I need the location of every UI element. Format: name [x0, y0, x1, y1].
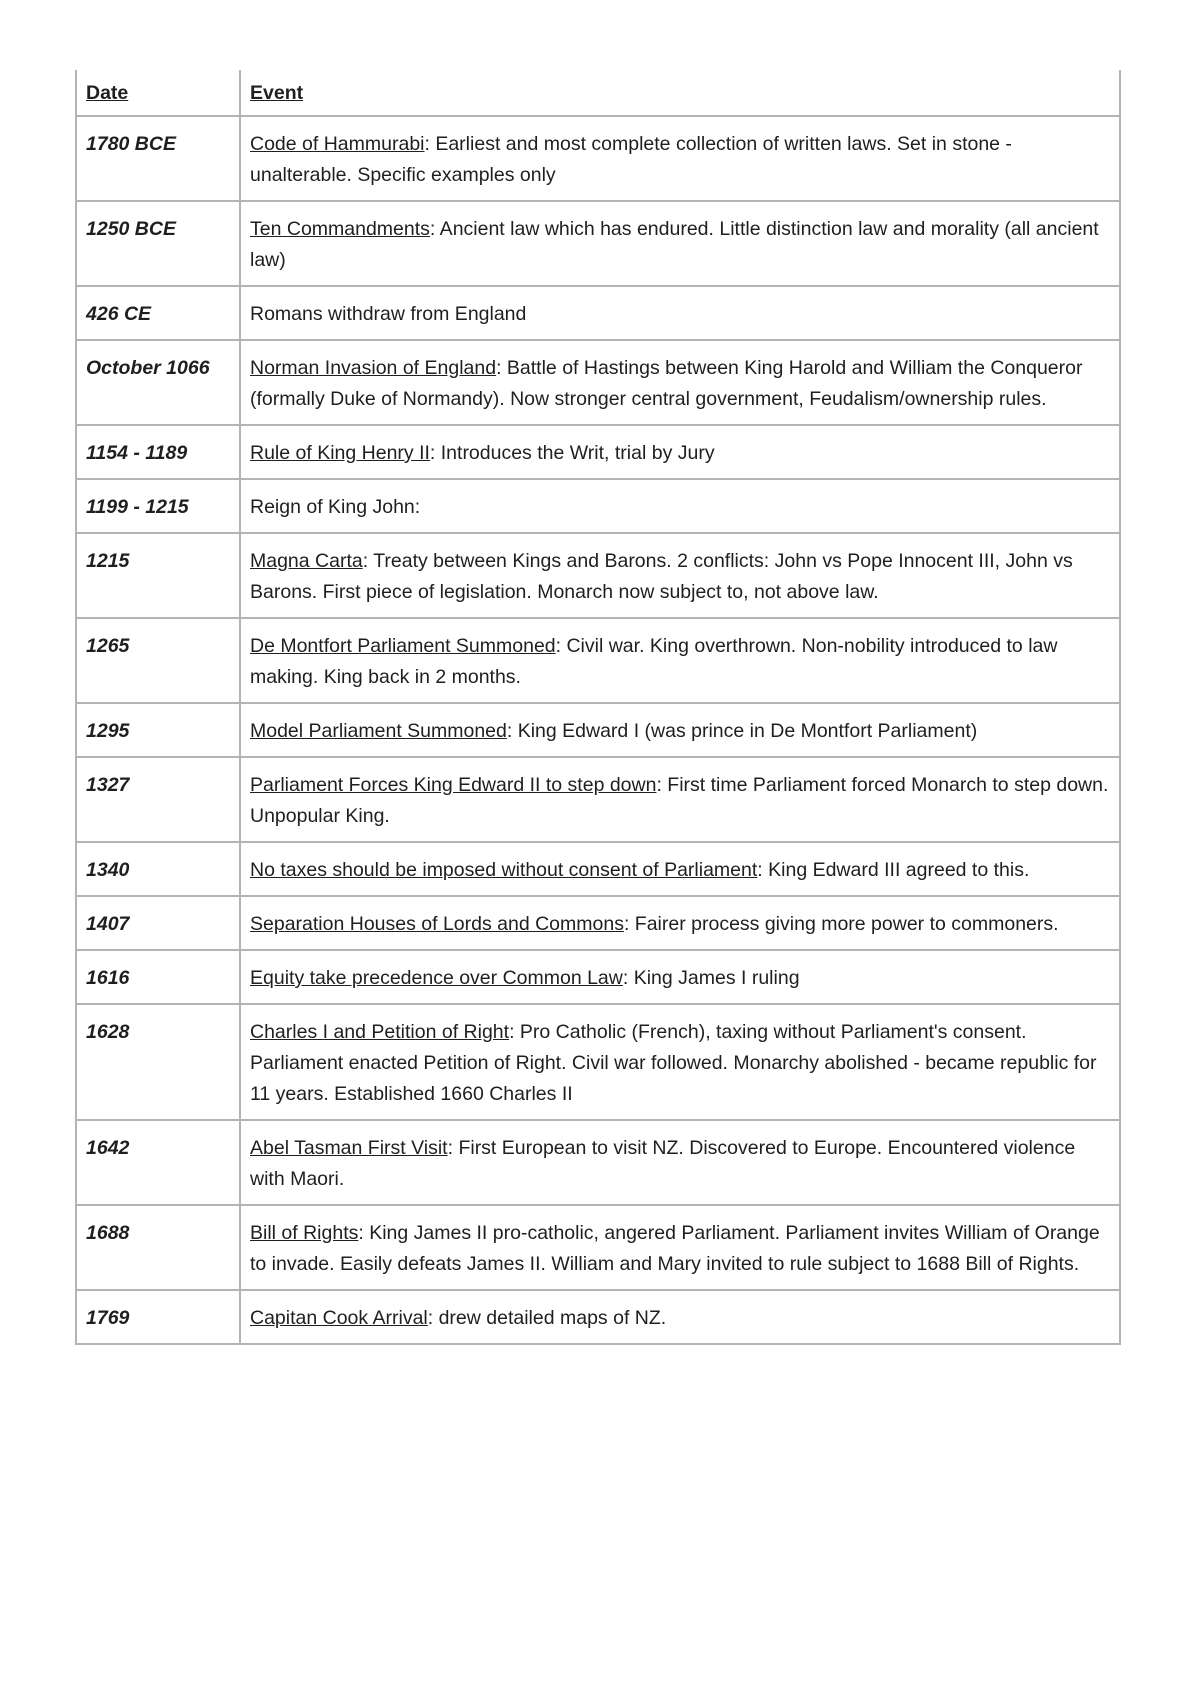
event-description: : drew detailed maps of NZ.: [427, 1307, 667, 1329]
event-description: : Civil war. King overthrown. Non-nobility introduced to law making. King back in 2 months.: [250, 635, 1058, 688]
table-row: [76, 1205, 1120, 1290]
table-row: [76, 1004, 1120, 1120]
table-row: [76, 950, 1120, 1004]
event-description: : First time Parliament forced Monarch to step down. Unpopular King.: [250, 774, 1109, 827]
event-title: Bill of Rights: [250, 1222, 359, 1244]
date-cell: 1199 - 1215: [76, 479, 240, 533]
event-description: : King Edward I (was prince in De Montfort Parliament): [506, 720, 978, 742]
timeline-table: [75, 70, 1121, 1345]
event-description: : Earliest and most complete collection of written laws. Set in stone - unalterable. Specific examples only: [250, 133, 1012, 186]
event-title: Magna Carta: [250, 550, 363, 572]
event-title: Equity take precedence over Common Law: [250, 967, 623, 989]
event-cell: [240, 1205, 1120, 1290]
date-cell: 1265: [76, 618, 240, 703]
table-row: [76, 842, 1120, 896]
event-cell: [240, 757, 1120, 842]
event-title: No taxes should be imposed without consent of Parliament: [250, 859, 758, 881]
date-cell: October 1066: [76, 340, 240, 425]
event-cell: [240, 425, 1120, 479]
date-cell: 1407: [76, 896, 240, 950]
event-cell: [240, 340, 1120, 425]
event-description: : King James I ruling: [622, 967, 800, 989]
table-row: [76, 1290, 1120, 1344]
table-row: [76, 286, 1120, 340]
table-row: [76, 757, 1120, 842]
event-description: : Pro Catholic (French), taxing without Parliament's consent. Parliament enacted Petition of Right. Civil war followed. Monarchy abolished - became republic for 11 years. Established 1660 Charles II: [250, 1021, 1097, 1105]
event-title: Charles I and Petition of Right: [250, 1021, 510, 1043]
table-row: [76, 703, 1120, 757]
table-row: [76, 340, 1120, 425]
date-cell: 1628: [76, 1004, 240, 1120]
event-cell: [240, 703, 1120, 757]
date-cell: 1295: [76, 703, 240, 757]
event-title: De Montfort Parliament Summoned: [250, 635, 556, 657]
table-row: [76, 425, 1120, 479]
event-cell: [240, 479, 1120, 533]
table-header-row: [76, 70, 1120, 116]
event-cell: [240, 1290, 1120, 1344]
event-cell: [240, 201, 1120, 286]
event-cell: [240, 533, 1120, 618]
event-description: Reign of King John:: [250, 496, 421, 518]
event-cell: [240, 1004, 1120, 1120]
event-cell: [240, 896, 1120, 950]
event-description: : King Edward III agreed to this.: [757, 859, 1030, 881]
event-title: Separation Houses of Lords and Commons: [250, 913, 624, 935]
event-description: : King James II pro-catholic, angered Parliament. Parliament invites William of Orange to invade. Easily defeats James II. William and Mary invited to rule subject to 1688 Bill of Rights.: [250, 1222, 1100, 1275]
event-title: Model Parliament Summoned: [250, 720, 507, 742]
event-title: Norman Invasion of England: [250, 357, 497, 379]
table-row: [76, 896, 1120, 950]
date-cell: 1154 - 1189: [76, 425, 240, 479]
event-cell: [240, 950, 1120, 1004]
event-column-header: Event: [240, 70, 1120, 116]
event-title: Code of Hammurabi: [250, 133, 425, 155]
date-cell: 1327: [76, 757, 240, 842]
timeline-body: [76, 116, 1120, 1344]
table-row: [76, 1120, 1120, 1205]
date-cell: 1780 BCE: [76, 116, 240, 201]
event-description: : Fairer process giving more power to commoners.: [623, 913, 1059, 935]
event-title: Capitan Cook Arrival: [250, 1307, 428, 1329]
event-cell: [240, 116, 1120, 201]
table-row: [76, 533, 1120, 618]
event-description: : First European to visit NZ. Discovered to Europe. Encountered violence with Maori.: [250, 1137, 1076, 1190]
event-cell: [240, 286, 1120, 340]
event-title: Rule of King Henry II: [250, 442, 430, 464]
event-title: Abel Tasman First Visit: [250, 1137, 448, 1159]
event-description: Romans withdraw from England: [250, 303, 527, 325]
event-description: : Introduces the Writ, trial by Jury: [429, 442, 715, 464]
date-cell: 1616: [76, 950, 240, 1004]
event-title: Ten Commandments: [250, 218, 430, 240]
event-description: : Battle of Hastings between King Harold and William the Conqueror (formally Duke of Normandy). Now stronger central government, Feudalism/ownership rules.: [250, 357, 1083, 410]
event-cell: [240, 1120, 1120, 1205]
event-description: : Treaty between Kings and Barons. 2 conflicts: John vs Pope Innocent III, John vs Barons. First piece of legislation. Monarch now subject to, not above law.: [250, 550, 1073, 603]
event-title: Parliament Forces King Edward II to step down: [250, 774, 657, 796]
event-description: : Ancient law which has endured. Little distinction law and morality (all ancient law): [250, 218, 1099, 271]
date-cell: 1215: [76, 533, 240, 618]
table-row: [76, 618, 1120, 703]
table-row: [76, 479, 1120, 533]
date-cell: 1769: [76, 1290, 240, 1344]
table-row: [76, 201, 1120, 286]
table-row: [76, 116, 1120, 201]
date-cell: 1340: [76, 842, 240, 896]
event-cell: [240, 618, 1120, 703]
date-cell: 426 CE: [76, 286, 240, 340]
date-cell: 1250 BCE: [76, 201, 240, 286]
event-cell: [240, 842, 1120, 896]
date-cell: 1642: [76, 1120, 240, 1205]
date-cell: 1688: [76, 1205, 240, 1290]
date-column-header: Date: [76, 70, 240, 116]
